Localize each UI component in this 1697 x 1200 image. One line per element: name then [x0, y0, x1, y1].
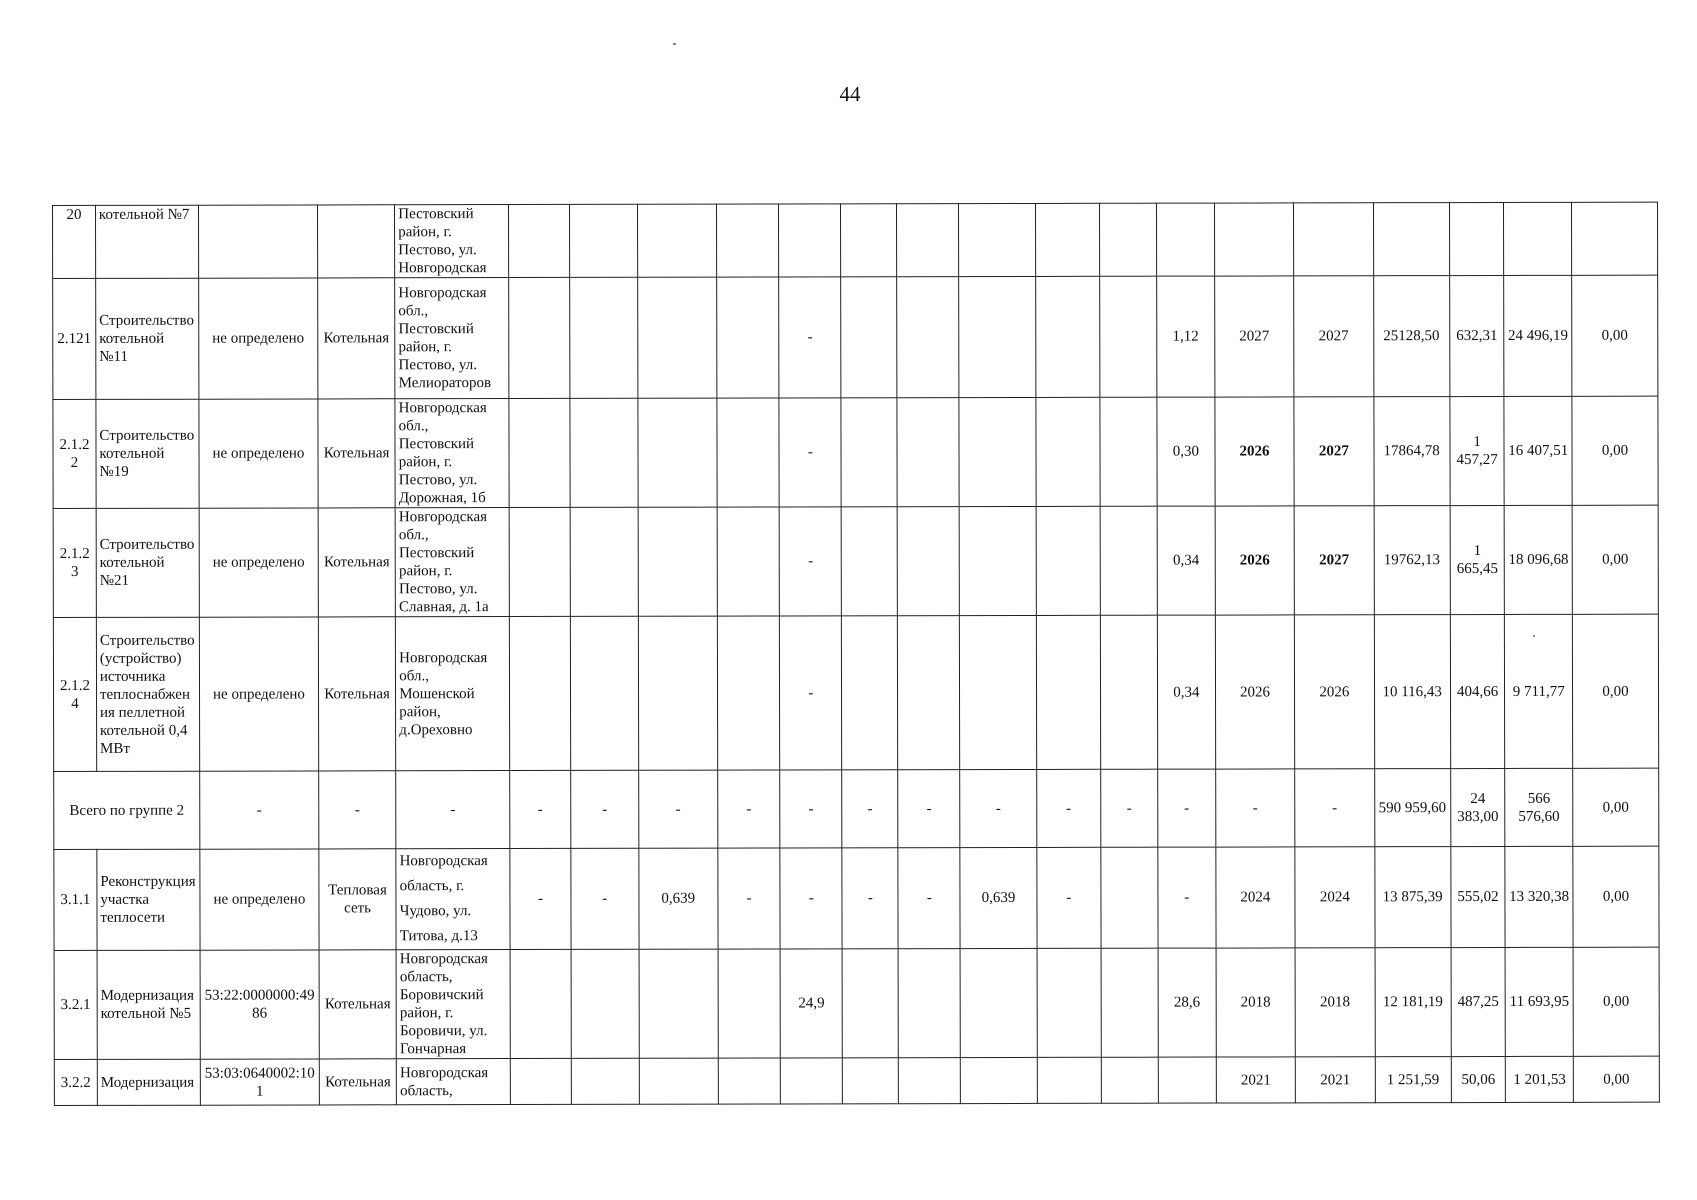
object-address: Новгородская область, Боровичский район, г. Боровичи, ул. Гончарная — [396, 950, 510, 1059]
cadastral-number: - — [200, 771, 319, 849]
value-cell: - — [510, 848, 571, 949]
value-cell — [1099, 203, 1156, 276]
object-name: котельной №7 — [95, 205, 198, 278]
cadastral-number — [198, 205, 317, 278]
value-cell: - — [898, 770, 960, 848]
cost-part-4 — [1572, 202, 1658, 275]
value-cell: - — [571, 848, 639, 949]
cost-part-4: 0,00 — [1572, 275, 1658, 396]
end-year: - — [1295, 769, 1375, 847]
scan-speck — [673, 43, 676, 45]
cadastral-number: 53:22:0000000:4986 — [200, 950, 319, 1059]
total-cost: 25128,50 — [1373, 276, 1449, 397]
total-cost: 13 875,39 — [1374, 847, 1450, 948]
cost-part-4: 0,00 — [1572, 505, 1658, 614]
object-type: Тепловая сеть — [319, 849, 396, 950]
end-year: 2027 — [1294, 276, 1374, 397]
value-cell — [717, 507, 779, 616]
start-year: 2027 — [1214, 276, 1294, 397]
object-name: Модернизация — [97, 1059, 200, 1105]
object-type: Котельная — [318, 278, 395, 399]
object-address: - — [396, 771, 510, 849]
start-year: 2021 — [1216, 1057, 1295, 1103]
value-cell — [1037, 1057, 1101, 1103]
object-name: Строительство котельной №21 — [96, 508, 199, 617]
value-cell — [897, 204, 959, 277]
value-cell — [1036, 397, 1101, 506]
value-cell — [570, 616, 638, 770]
row-number: 20 — [53, 205, 96, 278]
row-number: 2.1.23 — [53, 508, 96, 617]
share-cell: 0,34 — [1157, 615, 1215, 769]
table-row — [53, 396, 1658, 508]
total-cost: 10 116,43 — [1374, 615, 1450, 769]
cost-part-4: 0,00 — [1573, 947, 1659, 1056]
value-cell — [841, 398, 897, 507]
share-cell: - — [1158, 847, 1216, 948]
total-cost: 17864,78 — [1373, 397, 1449, 506]
cost-part-4: 0,00 — [1573, 768, 1659, 846]
object-type: Котельная — [318, 508, 395, 617]
start-year: 2026 — [1215, 506, 1295, 615]
value-cell: - — [638, 770, 718, 848]
total-cost: 19762,13 — [1374, 506, 1450, 615]
table-row — [53, 505, 1658, 617]
value-cell: - — [842, 848, 898, 949]
table-row — [54, 1056, 1659, 1105]
value-cell — [841, 277, 897, 398]
cost-part-2 — [1449, 202, 1504, 275]
cost-part-2: 1 457,27 — [1450, 396, 1505, 505]
value-cell — [1100, 276, 1157, 397]
value-cell — [570, 204, 638, 277]
start-year — [1214, 203, 1294, 276]
value-cell: - — [510, 770, 571, 848]
share-cell — [1156, 203, 1214, 276]
table-row — [54, 947, 1659, 1059]
value-cell — [1100, 397, 1157, 506]
share-cell: 0,30 — [1157, 397, 1215, 506]
object-address: Новгородская обл., Мошенской район, д.Ореховно — [396, 617, 510, 771]
value-cell: - — [780, 616, 843, 770]
value-cell — [959, 203, 1035, 276]
cost-part-4: 0,00 — [1573, 846, 1659, 947]
value-cell: 0,639 — [960, 847, 1036, 948]
value-cell: - — [960, 769, 1036, 847]
start-year: 2026 — [1215, 615, 1295, 769]
value-cell: - — [779, 507, 841, 616]
investment-table — [52, 202, 1660, 1106]
value-cell — [510, 949, 571, 1058]
value-cell: - — [779, 398, 841, 507]
object-name: Строительство котельной №19 — [96, 399, 199, 508]
object-type — [317, 205, 394, 278]
cadastral-number: не определено — [199, 617, 318, 771]
object-address: Новгородская область, — [396, 1059, 510, 1105]
value-cell — [717, 398, 779, 507]
start-year: 2018 — [1216, 948, 1296, 1057]
group-total-row — [54, 768, 1659, 849]
end-year: 2024 — [1295, 847, 1375, 948]
value-cell — [1101, 1057, 1158, 1103]
object-name: Строительство котельной №11 — [96, 278, 199, 399]
value-cell: - — [779, 277, 841, 398]
value-cell — [842, 507, 898, 616]
cost-part-2: 24 383,00 — [1450, 768, 1505, 846]
row-number: 2.1.24 — [53, 617, 96, 771]
value-cell — [781, 1058, 843, 1104]
cost-part-3: 18 096,68 — [1505, 505, 1573, 614]
value-cell: - — [1101, 769, 1158, 847]
cost-part-4: 0,00 — [1572, 614, 1658, 768]
cost-part-3: 13 320,38 — [1505, 846, 1573, 947]
object-address: Пестовский район, г. Пестово, ул. Новгородская — [395, 205, 509, 278]
value-cell — [841, 204, 897, 277]
value-cell: 0,639 — [638, 848, 718, 949]
total-cost: 12 181,19 — [1375, 948, 1451, 1057]
value-cell: - — [780, 848, 842, 949]
end-year: 2021 — [1295, 1057, 1374, 1103]
value-cell — [638, 616, 718, 770]
value-cell — [897, 277, 959, 398]
object-address: Новгородская обл., Пестовский район, г. Пестово, ул. Дорожная, 1б — [395, 399, 509, 508]
value-cell — [639, 949, 719, 1058]
object-name: Модернизация котельной №5 — [97, 950, 200, 1059]
end-year — [1294, 203, 1374, 276]
object-address: Новгородская обл., Пестовский район, г. Пестово, ул. Мелиораторов — [395, 278, 509, 399]
value-cell — [639, 1058, 718, 1104]
row-number: 3.2.1 — [54, 950, 97, 1059]
group-total-label: Всего по группе 2 — [54, 771, 200, 849]
value-cell — [717, 277, 779, 398]
value-cell — [897, 507, 959, 616]
share-cell: - — [1158, 769, 1216, 847]
row-number: 2.1.22 — [53, 399, 96, 508]
object-address: Новгородская обл., Пестовский район, г. Пестово, ул. Славная, д. 1а — [395, 508, 509, 617]
value-cell — [637, 204, 717, 277]
cost-part-3: 24 496,19 — [1504, 275, 1572, 396]
cost-part-2: 1 665,45 — [1450, 505, 1505, 614]
cadastral-number: 53:03:0640002:101 — [200, 1059, 319, 1105]
row-number: 3.1.1 — [54, 849, 97, 950]
value-cell — [961, 1057, 1037, 1103]
value-cell — [898, 616, 961, 770]
cost-part-3: 9 711,77 — [1505, 614, 1573, 768]
end-year: 2027 — [1294, 397, 1374, 506]
end-year: 2026 — [1295, 615, 1375, 769]
value-cell: - — [842, 770, 898, 848]
value-cell — [571, 949, 639, 1058]
value-cell — [897, 398, 959, 507]
value-cell — [509, 507, 570, 616]
value-cell — [843, 1058, 899, 1104]
value-cell — [717, 616, 780, 770]
start-year: 2026 — [1215, 397, 1295, 506]
share-cell: 0,34 — [1157, 506, 1215, 615]
value-cell: - — [571, 770, 639, 848]
object-type: Котельная — [319, 1059, 396, 1105]
value-cell — [899, 1058, 961, 1104]
cost-part-4: 0,00 — [1573, 1056, 1659, 1102]
cost-part-4: 0,00 — [1572, 396, 1658, 505]
value-cell — [1101, 948, 1158, 1057]
value-cell — [570, 507, 638, 616]
share-cell: 28,6 — [1158, 948, 1216, 1057]
value-cell — [509, 277, 570, 398]
value-cell — [1100, 615, 1157, 769]
value-cell: 24,9 — [780, 949, 842, 1058]
cost-part-2: 555,02 — [1451, 846, 1506, 947]
object-type: Котельная — [318, 399, 395, 508]
cost-part-2: 50,06 — [1451, 1056, 1506, 1102]
start-year: - — [1215, 769, 1295, 847]
cost-part-3: 566 576,60 — [1505, 768, 1573, 846]
row-number: 3.2.2 — [54, 1059, 97, 1105]
value-cell — [1036, 506, 1101, 615]
value-cell — [718, 1058, 780, 1104]
value-cell — [570, 277, 638, 398]
value-cell — [842, 616, 898, 770]
value-cell — [960, 615, 1036, 769]
value-cell — [1035, 276, 1100, 397]
value-cell — [509, 398, 570, 507]
total-cost: 1 251,59 — [1375, 1057, 1451, 1103]
value-cell — [961, 948, 1037, 1057]
value-cell — [570, 398, 638, 507]
value-cell — [509, 616, 570, 770]
table-row — [53, 275, 1658, 399]
table-row — [53, 614, 1658, 771]
total-cost: 590 959,60 — [1374, 769, 1450, 847]
object-address: Новгородская область, г. Чудово, ул. Титова, д.13 — [396, 849, 510, 950]
value-cell — [843, 949, 899, 1058]
value-cell — [508, 204, 569, 277]
value-cell — [717, 204, 779, 277]
object-type: Котельная — [318, 617, 396, 771]
value-cell: - — [718, 848, 780, 949]
end-year: 2027 — [1294, 506, 1374, 615]
value-cell — [638, 507, 718, 616]
object-name: Реконструкция участка теплосети — [97, 849, 200, 950]
cost-part-3: 11 693,95 — [1505, 947, 1573, 1056]
value-cell: - — [1036, 769, 1101, 847]
scan-speck — [1533, 635, 1535, 637]
cadastral-number: не определено — [199, 399, 318, 508]
cost-part-2: 632,31 — [1449, 275, 1504, 396]
value-cell — [959, 397, 1035, 506]
object-type: - — [319, 771, 396, 849]
cadastral-number: не определено — [200, 849, 319, 950]
table-row — [54, 846, 1659, 950]
page-number: 44 — [839, 82, 861, 106]
table-row — [53, 202, 1658, 278]
cost-part-2: 487,25 — [1451, 947, 1506, 1056]
value-cell: - — [780, 770, 842, 848]
value-cell — [1037, 948, 1102, 1057]
value-cell — [959, 276, 1035, 397]
value-cell — [1036, 615, 1101, 769]
value-cell: - — [898, 848, 960, 949]
end-year: 2018 — [1295, 948, 1375, 1057]
value-cell — [1101, 847, 1158, 948]
value-cell — [638, 398, 718, 507]
cost-part-3: 16 407,51 — [1504, 396, 1572, 505]
object-name: Строительство (устройство) источника теплоснабжения пеллетной котельной 0,4 МВт — [96, 617, 199, 771]
value-cell — [1100, 506, 1157, 615]
cost-part-3 — [1504, 202, 1572, 275]
value-cell — [637, 277, 717, 398]
object-type: Котельная — [319, 950, 396, 1059]
share-cell: 1,12 — [1157, 276, 1215, 397]
cost-part-2: 404,66 — [1450, 614, 1505, 768]
value-cell — [718, 949, 780, 1058]
row-number: 2.121 — [53, 278, 96, 399]
total-cost — [1373, 203, 1449, 276]
value-cell: - — [718, 770, 780, 848]
value-cell: - — [1036, 847, 1101, 948]
cost-part-3: 1 201,53 — [1506, 1056, 1574, 1102]
value-cell — [779, 204, 841, 277]
value-cell — [571, 1058, 639, 1104]
value-cell — [960, 506, 1036, 615]
share-cell — [1158, 1057, 1216, 1103]
value-cell — [898, 949, 960, 1058]
value-cell — [1035, 203, 1100, 276]
cadastral-number: не определено — [199, 508, 318, 617]
value-cell — [510, 1058, 571, 1104]
start-year: 2024 — [1216, 847, 1296, 948]
cadastral-number: не определено — [199, 278, 318, 399]
